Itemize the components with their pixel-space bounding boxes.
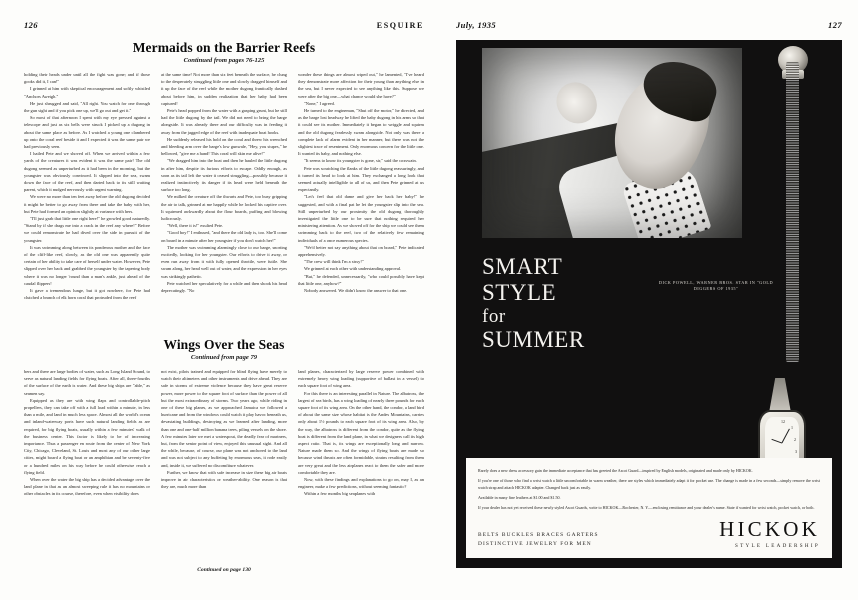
body-paragraph: at the same time! Not more than six feet beneath the surface, he clung to the desperately struggling little one and slowly dragged himself and it up the face of the reef while the mother dugong frantically dashed about before him, in sudden realization that her baby had been captured! [161, 72, 287, 106]
body-paragraph: "Well, there it is!" exulted Pete. [167, 223, 224, 229]
body-paragraph: Pete was scratching the flanks of the little dugong reassuringly, and it turned its head to look at him. They exchanged a long look that seemed actually intelligible to all of us, and then Pete grinned at us expectantly. [298, 165, 424, 193]
body-paragraph: wonder these things are almost wiped out," he lamented, "I've heard they demonstrate more affection for their young than anything else in the sea, but I never expected to see anything like this. Suppose we were after the big one—what chance would she have?" [298, 72, 424, 99]
article2-columns [24, 368, 424, 564]
ad-body-paragraph: Available in many fine leathers at $1.00 and $1.50. [478, 494, 561, 500]
body-paragraph: Pete's head popped from the water with a gasping grunt, but he still had the little dugong by the tail. We did not need to bring the barge alongside. It was already there and our difficulty was in feeding it away from the jagged edge of the reef with inadequate boat hooks. [161, 108, 287, 135]
body-paragraph: He just shrugged and said, "All right. You watch for one through the gun sight and if you pick one up, we'll go out and get it." [24, 100, 150, 114]
body-paragraph: bers and there are large bodies of water, such as Long Island Sound, to serve as natural landing fields for flying boats. After all, three-fourths of the surface of the earth is water. And these big ships are "able," as seamen say. [24, 369, 150, 396]
article1-title: Mermaids on the Barrier Reefs [132, 40, 316, 55]
photo-caption: DICK POWELL, WARNER BROS. STAR IN "GOLD DIGGERS OF 1935" [658, 280, 774, 292]
body-paragraph: It gave a tremendous lunge, but it got nowhere, for Pete had clutched a branch of elk horn coral that protruded from the reef [24, 288, 150, 301]
ad-headline [482, 254, 585, 353]
body-paragraph: holding their heads under until all the fight was gone; and if those gooks did it, I can!" [24, 72, 150, 85]
body-paragraph: The mother was swimming alarmingly close to our barge, snorting excitedly, looking for her youngster. Our efforts to drive it away, or even run away from it with fully opened throttle, were futile. She swam along, her head well out of water, and the expression in her eyes was strikingly pathetic. [161, 244, 287, 279]
article2-continued-on: Continued on page 130 [197, 567, 251, 573]
body-paragraph: Pete watched her speculatively for a while and then shook his head deprecatingly. "No [161, 280, 287, 294]
watch-numeral: 12 [781, 419, 785, 424]
body-paragraph: "The crew will think I'm a sissy!" [304, 259, 364, 265]
body-paragraph: We milked the creature off the thwarts and Pete, too busy gripping the air to talk, grinned at me happily while he locked his captive over. It squirmed awkwardly about the flour boards, puffing and blowing ludicrously. [161, 194, 287, 222]
body-paragraph: "We dragged him into the boat and then he hauled the little dugong in after him, despite its furious efforts to escape. Oddly enough, as soon as its tail left the water it ceased struggling—possibly because it realized instinctively its danger if its head were held beneath the surface too long. [161, 158, 287, 193]
body-paragraph: Now, with these findings and explanations to go on, may I, as an engineer, make a few predictions, without seeming fantastic? [298, 477, 424, 490]
body-paragraph: We grinned at each other with understanding approval. [304, 266, 402, 272]
body-paragraph: I grinned at him with skeptical encouragement and softly whistled "Anchors Aweigh." [24, 86, 150, 99]
body-paragraph: So most of that afternoon I spent with my eye pressed against a telescope and just as six bells were struck I picked up a dugong in about the same place as before. As I watched a young one clambered up onto the coral reef beside it and I expected it was the same pair we had previously seen. [24, 115, 150, 150]
body-paragraph: It was swimming along between its ponderous mother and the face of the cliff-like reef, slowly, as the old one was apparently quite certain of her ability to take care of herself under water. However, Pete slipped over her back and grabbed the youngster by the tapering body where it was no longer 'round than a man's ankle, just ahead of the caudal flippers! [24, 244, 150, 286]
watch-numeral: 2 [794, 437, 796, 442]
body-paragraph: "Good boy!" I enthused, "and there the old lady is, too. She'll come on board in a minute after her youngster if you don't watch her!" [161, 230, 287, 243]
article2-continued-from: Continued from page 79 [190, 354, 258, 361]
ad-body-paragraph: Rarely does a new dress accessory gain the immediate acceptance that has greeted the Ascot Guard—inspired by English models, originated and made only by HICKOK. [478, 468, 753, 474]
watch-numeral: 1 [791, 425, 793, 430]
watch-numeral: 3 [795, 449, 797, 454]
body-paragraph: "I'll just grab that little one right here!" he growled good naturedly. "Stand by if she drags me into a crack in the reef any where!" Before we could remonstrate he had dived over the side in pursuit of the youngster. [24, 216, 150, 243]
ascot-guard-strap [786, 62, 799, 362]
categories-line-2: DISTINCTIVE JEWELRY FOR MEN [478, 541, 592, 548]
body-paragraph: He turned to the engineman, "Shut off the motor," he directed, and as the barge lost headway he lifted the baby dugong in his arms so that it could see its mother. Immediately it began to wriggle and squirm and the old dugong fearlessly swam alongside. Not only was there a complete lack of alarm evident in her manner, but there was not the slightest trace of resentment. Only enormous concern for the little one. It wanted its baby, and nothing else. [298, 108, 424, 157]
watch-hour-hand [781, 429, 790, 444]
body-paragraph: "None," I agreed. [304, 100, 335, 106]
headline-line-2: STYLE [482, 279, 557, 305]
body-paragraph: Within a few months big seaplanes with [304, 491, 376, 497]
headline-line-4: SUMMER [482, 326, 585, 352]
dick-powell-photo [482, 48, 742, 238]
folio-left: 126 [24, 20, 38, 30]
watch-lug [760, 378, 800, 414]
article1-columns [24, 71, 424, 329]
brand-name: HICKOK [719, 517, 820, 541]
article2-title: Wings Over the Seas [163, 337, 285, 352]
body-paragraph: For this there is an interesting parallel in Nature. The albatross, the largest of sea birds, has a wing loading of nearly three pounds for each square foot of its wing area. On the other hand, the condor, a land bird of about the same size whose habitat is the Andes Mountains, carries only about 1½ pounds to each square foot of its wing area. Also, by the way, the albatross is different from the condor, quite as the flying boat is different from the land plane, in what we designers call its high aspect ratio. That is, its wings are exceptionally long and narrow. Nature made them so. And the wings of flying boats are made so because wind thrusts are often formidable, strains resulting from them are very great and the less airplanes react to them the safer and more comfortable they are. [298, 390, 424, 475]
body-paragraph: not exist, pilots trained and equipped for blind flying have merely to watch their altimeters and other instruments and drive ahead. They are safe in storms of extreme violence because they have great reserve power, more power to the square foot of surface than the power of all but the most extraordinary of storms. Two years ago, while riding in one of these big planes, as we approached Jamaica we followed a hurricane and from the windows could watch it play havoc beneath us, devastating buildings, destroying as we learned after landing, more than one and one-half million banana trees, piling vessels on the shore. A few minutes later we met a waterspout, the deadly fear of mariners, but, from the senior point of view, enjoyed this unusual sight. And all the while, because, of course, our plane was not anchored to the land and was not subject to any buffeting by enormous seas, it rode easily and, inside it, we suffered no discomfiture whatever. [161, 369, 287, 468]
right-page [446, 0, 858, 600]
ad-body-paragraph: If your dealer has not yet received these newly styled Ascot Guards, write to HICKOK—Rochester, N. Y.—enclosing remittance and your dealer's name. State if wanted for wrist watch, pocket watch, or both. [478, 504, 815, 510]
ad-copy-panel [466, 458, 832, 558]
photo-vignette [482, 48, 742, 238]
body-paragraph: land planes, characterized by large reserve power combined with extremely heavy wing loading (supportive of ballast in a vessel) to each square foot of wing area. [298, 369, 424, 389]
body-paragraph: He suddenly released his hold on the coral and threw his wrenched and bleeding arm over the barge's low gunwale, "Hey, you stupes," he bellowed, "give me a hand! This coral will skin me alive!" [161, 136, 287, 157]
body-paragraph: "We'd better not say anything about that on board," Pete indicated apprehensively. [298, 244, 424, 258]
body-paragraph: Nobody answered. We didn't know the answer to that one. [304, 288, 408, 294]
folio-right: 127 [828, 20, 842, 30]
headline-line-1: SMART [482, 254, 563, 279]
body-paragraph: "It seems to know its youngster is gone, sir," said the coxswain. [304, 158, 417, 164]
left-running-head [24, 20, 424, 30]
ad-body-paragraph: If you're one of those who find a wrist watch a little uncomfortable in warm weather, there are styles which immediately adapt it for pocket use. The change is made in a few seconds—simply remove the wrist watch strap and attach HICKOK adapter. Changed back just as easily. [478, 478, 820, 490]
body-paragraph: I hailed Pete and we shoved off. When we arrived within a few yards of the creatures it was evident it was the same pair! The old dugong seemed as unperturbed as it had been in the morning, but the youngster was obviously convinced. It slipped into the sea, swam down the face of the reef, and then darted back to its still waiting parent, which it nudged nervously with urgent warning. [24, 151, 150, 193]
headline-line-3: for [482, 305, 506, 327]
watch-minute-hand [771, 439, 782, 444]
brand-lockup [719, 519, 820, 549]
body-paragraph: When over the water the big ship has a decided advantage over the land plane in that as an almost sweeping rule it has no mountains or other obstacles in its course, therefore, even when visibility does [24, 477, 150, 497]
body-paragraph: Equipped as they are with wing flaps and controllable-pitch propellers, they can take off with a full load within a minute, in less than a mile, and land in much less space. Almost all the world's ocean and inland-waterway ports have such natural landing fields as are required, for big flying boats, usually within a few minutes' walk of the business center. This factor is likely to be of increasing importance. Thus a passenger en route from the center of New York City, Chicago, Cleveland, St. Louis and most any of our other large cities, might board a flying boat or an amphibian and be seventy-five or a hundred miles on his way before he could otherwise reach a flying field. [24, 397, 150, 475]
magazine-name: ESQUIRE [376, 21, 424, 30]
body-paragraph: "But," he defended, unnecessarily, "who could possibly have kept that little one, anyhow?" [298, 273, 424, 286]
right-running-head [456, 20, 842, 30]
body-paragraph: Further, we know that with safe increase in size these big air boats improve in air characteristics or weather-ability. One reason is that they are, much more than [161, 469, 287, 490]
ad-logo-row [478, 519, 820, 549]
brand-tagline: STYLE LEADERSHIP [734, 543, 820, 549]
body-paragraph: We were no more than ten feet away before the old dugong decided it might be better to go away from there and take the baby with her, but Pete had formed an opinion slightly at variance with hers. [24, 194, 150, 214]
issue-date: July, 1935 [456, 20, 497, 30]
categories-line-1: BELTS BUCKLES BRACES GARTERS [478, 532, 599, 539]
article1-continued-from: Continued from pages 76-125 [183, 57, 265, 64]
body-paragraph: "Let's feel that old dame and give her back her baby!" he suggested, and with a final pat he let the youngster slip into the sea. Still unperturbed by our proximity the old dugong thoroughly investigated the little one to be sure that nothing required her ministering attention. As we shoved off for the ship we could see them swimming back to the reef, two of the relatively few remaining individuals of a once numerous species. [298, 194, 424, 243]
hickok-advertisement [456, 40, 842, 568]
product-categories [478, 531, 599, 549]
